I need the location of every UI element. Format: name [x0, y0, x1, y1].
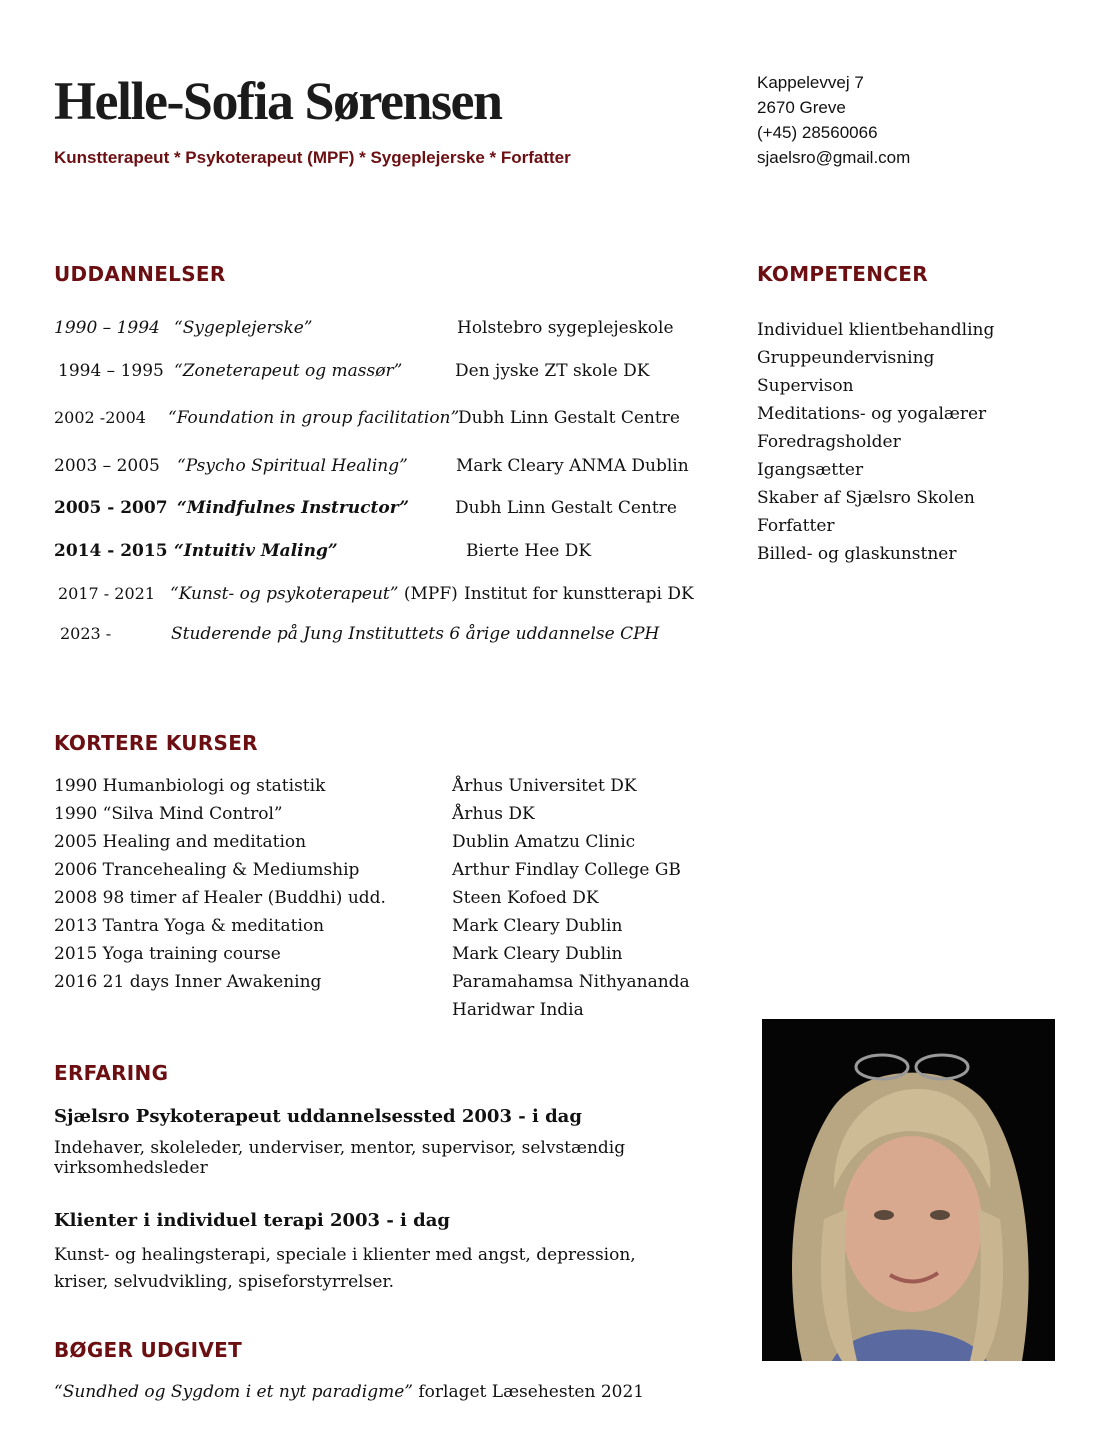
course-place: Århus Universitet DK [452, 776, 637, 796]
course-place: Mark Cleary Dublin [452, 916, 623, 936]
course-place: Århus DK [452, 804, 535, 824]
courses-heading: KORTERE KURSER [54, 731, 258, 755]
contact-email[interactable]: sjaelsro@gmail.com [757, 148, 911, 167]
education-extra: (MPF) [403, 584, 458, 604]
course-place: Mark Cleary Dublin [452, 944, 623, 964]
course-names [54, 772, 386, 996]
education-title: “Zoneterapeut og massør” [174, 361, 403, 381]
education-title: “Mindfulnes Instructor” [177, 498, 410, 518]
education-years: 2005 - 2007 [54, 498, 168, 518]
course-name: 2013 Tantra Yoga & meditation [54, 916, 325, 936]
book-title: “Sundhed og Sygdom i et nyt paradigme” [54, 1382, 413, 1402]
education-years: 2014 - 2015 [54, 541, 168, 561]
course-place: Paramahamsa Nithyananda [452, 972, 690, 992]
course-name: 2005 Healing and meditation [54, 832, 307, 852]
list-item: Billed- og glaskunstner [757, 544, 957, 564]
education-place: Mark Cleary ANMA Dublin [456, 456, 689, 476]
education-place: Dubh Linn Gestalt Centre [455, 498, 677, 518]
list-item: Supervison [757, 376, 854, 396]
education-title: “Psycho Spiritual Healing” [177, 456, 408, 476]
course-place: Steen Kofoed DK [452, 888, 599, 908]
education-years: 2002 -2004 [54, 408, 146, 427]
education-title: “Foundation in group facilitation” [168, 408, 460, 428]
education-title-row [170, 584, 458, 604]
professional-titles: Kunstterapeut * Psykoterapeut (MPF) * Sygeplejerske * Forfatter [54, 148, 571, 167]
list-item: Foredragsholder [757, 432, 901, 452]
course-name: 2016 21 days Inner Awakening [54, 972, 322, 992]
competences-heading: KOMPETENCER [757, 262, 928, 286]
book-publisher: forlaget Læsehesten 2021 [412, 1382, 645, 1402]
list-item: Skaber af Sjælsro Skolen [757, 488, 975, 508]
list-item: Meditations- og yogalærer [757, 404, 987, 424]
course-name: 2008 98 timer af Healer (Buddhi) udd. [54, 888, 386, 908]
education-title: “Kunst- og psykoterapeut” [170, 584, 399, 604]
experience-heading: ERFARING [54, 1061, 169, 1085]
education-place: Bierte Hee DK [466, 541, 592, 561]
course-name: 1990 Humanbiologi og statistik [54, 776, 326, 796]
list-item: Forfatter [757, 516, 835, 536]
education-title: Studerende på Jung Instituttets 6 årige uddannelse CPH [171, 624, 660, 644]
education-row [54, 318, 160, 338]
course-name: 2006 Trancehealing & Mediumship [54, 860, 360, 880]
course-place: Arthur Findlay College GB [452, 860, 681, 880]
competences-list [757, 316, 994, 568]
course-place: Dublin Amatzu Clinic [452, 832, 636, 852]
portrait-illustration [762, 1019, 1055, 1361]
contact-street: Kappelevvej 7 [757, 73, 864, 92]
education-place: Den jyske ZT skole DK [455, 361, 650, 381]
course-place: Haridwar India [452, 1000, 584, 1020]
education-years: 1990 – 1994 [54, 318, 160, 338]
education-years: 1994 – 1995 [58, 361, 164, 381]
experience-description: Kunst- og healingsterapi, speciale i klienter med angst, depression, kriser, selvudvikling, spiseforstyrrelser. [54, 1245, 636, 1292]
education-years: 2023 - [60, 624, 112, 643]
list-item: Individuel klientbehandling [757, 320, 995, 340]
education-place: Holstebro sygeplejeskole [457, 318, 674, 338]
education-title: “Sygeplejerske” [174, 318, 313, 338]
person-name: Helle-Sofia Sørensen [54, 71, 502, 131]
books-heading: BØGER UDGIVET [54, 1338, 243, 1362]
course-places [452, 772, 690, 1024]
contact-info [757, 70, 910, 170]
course-name: 2015 Yoga training course [54, 944, 281, 964]
education-years: 2003 – 2005 [54, 456, 160, 476]
book-entry [54, 1382, 644, 1402]
portrait-photo [762, 1019, 1055, 1361]
contact-city: 2670 Greve [757, 98, 846, 117]
experience-title: Klienter i individuel terapi 2003 - i dag [54, 1210, 450, 1231]
list-item: Igangsætter [757, 460, 864, 480]
experience-description: Indehaver, skoleleder, underviser, mentor, supervisor, selvstændig virksomhedsleder [54, 1138, 626, 1178]
course-name: 1990 “Silva Mind Control” [54, 804, 283, 824]
list-item: Gruppeundervisning [757, 348, 935, 368]
education-place: Institut for kunstterapi DK [464, 584, 694, 604]
education-years: 2017 - 2021 [58, 584, 156, 603]
education-title: “Intuitiv Maling” [174, 541, 338, 561]
experience-title: Sjælsro Psykoterapeut uddannelsessted 2003 - i dag [54, 1106, 582, 1127]
contact-phone: (+45) 28560066 [757, 123, 878, 142]
education-place: Dubh Linn Gestalt Centre [458, 408, 680, 428]
education-heading: UDDANNELSER [54, 262, 226, 286]
